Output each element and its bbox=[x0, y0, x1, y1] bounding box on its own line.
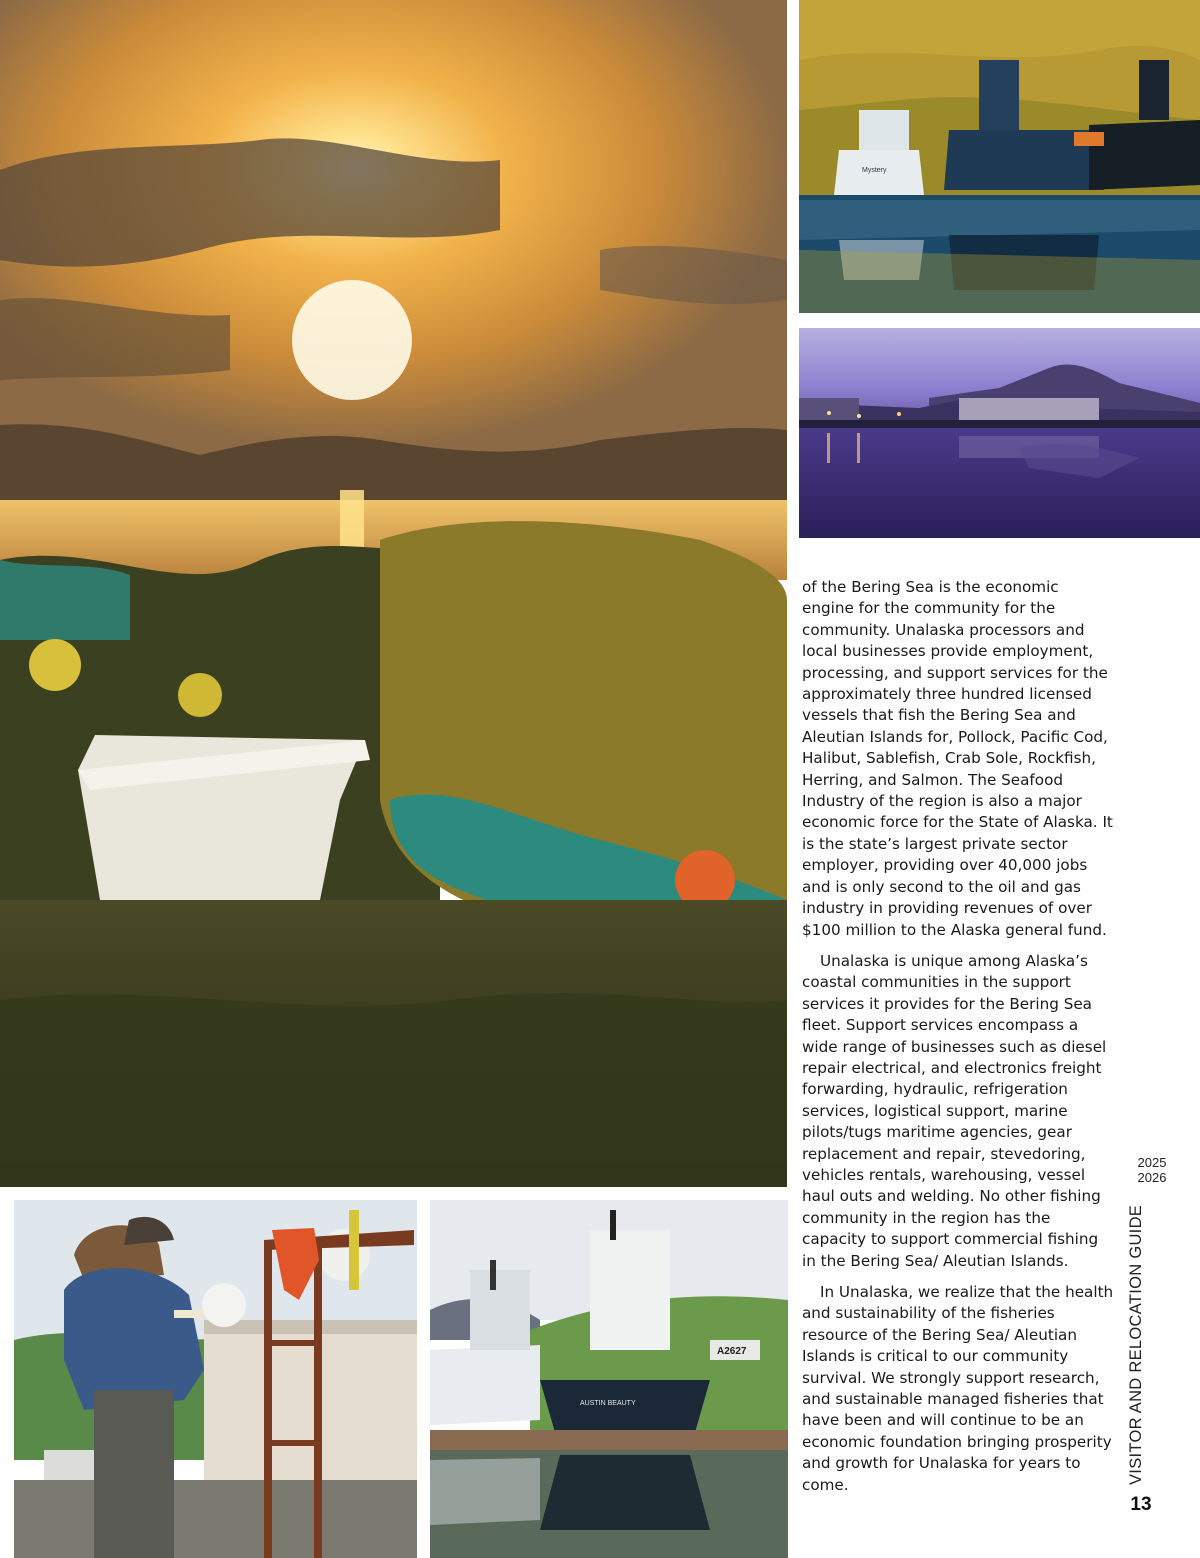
article-paragraph-1: of the Bering Sea is the economic engine for the community for the community. Unalaska processors and local businesses provide employment, processing, and support services for the approximately three hundred licensed vessels that fish the Bering Sea and Aleutian Islands for, Pollock, Pacific Cod, Halibut, Sablefish, Crab Sole, Rockfish, Herring, and Salmon. The Seafood Industry of the region is also a major economic force for the State of Alaska. It is the state’s largest private sector employer, providing over 40,000 jobs and is only second to the oil and gas industry in providing revenues of over $100 million to the Alaska general fund. bbox=[802, 578, 1113, 939]
worker-mending-nets-photo bbox=[14, 1200, 417, 1558]
harbor-at-dusk-photo bbox=[799, 328, 1200, 538]
dock-number-label: A2627 bbox=[717, 1346, 747, 1357]
vessel-name-label: Mystery bbox=[862, 167, 887, 174]
edition-years bbox=[1124, 1155, 1180, 1185]
edition-year-start: 2025 bbox=[1137, 1155, 1167, 1170]
article-paragraph-2: Unalaska is unique among Alaska’s coastal communities in the support services it provides for the Bering Sea fleet. Support services encompass a wide range of businesses such as diesel repair electrical, and electronics freight forwarding, hydraulic, refrigeration services, logistical support, marine pilots/tugs maritime agencies, gear replacement and repair, stevedoring, vehicles rentals, warehousing, vessel haul outs and welding. No other fishing community in the region has the capacity to support commercial fishing in the Bering Sea/ Aleutian Islands. bbox=[802, 951, 1107, 1270]
article-paragraph-3: In Unalaska, we realize that the health and sustainability of the fisheries resource of the Bering Sea/ Aleutian Islands is critical to our community survival. We strongly support research, and sustainable managed fisheries that have been and will continue to be an economic foundation bringing prosperity and growth for Unalaska for years to come. bbox=[802, 1283, 1114, 1494]
sunset-fishing-nets-photo bbox=[0, 0, 787, 1187]
article-body bbox=[802, 577, 1114, 1496]
boats-harbor-photo bbox=[799, 0, 1200, 313]
fishing-vessel-dock-photo bbox=[430, 1200, 788, 1558]
boat-name-label: AUSTIN BEAUTY bbox=[580, 1400, 636, 1407]
edition-year-end: 2026 bbox=[1137, 1170, 1167, 1185]
guide-title: VISITOR AND RELOCATION GUIDE bbox=[1127, 1204, 1145, 1485]
page-number: 13 bbox=[1130, 1494, 1152, 1515]
